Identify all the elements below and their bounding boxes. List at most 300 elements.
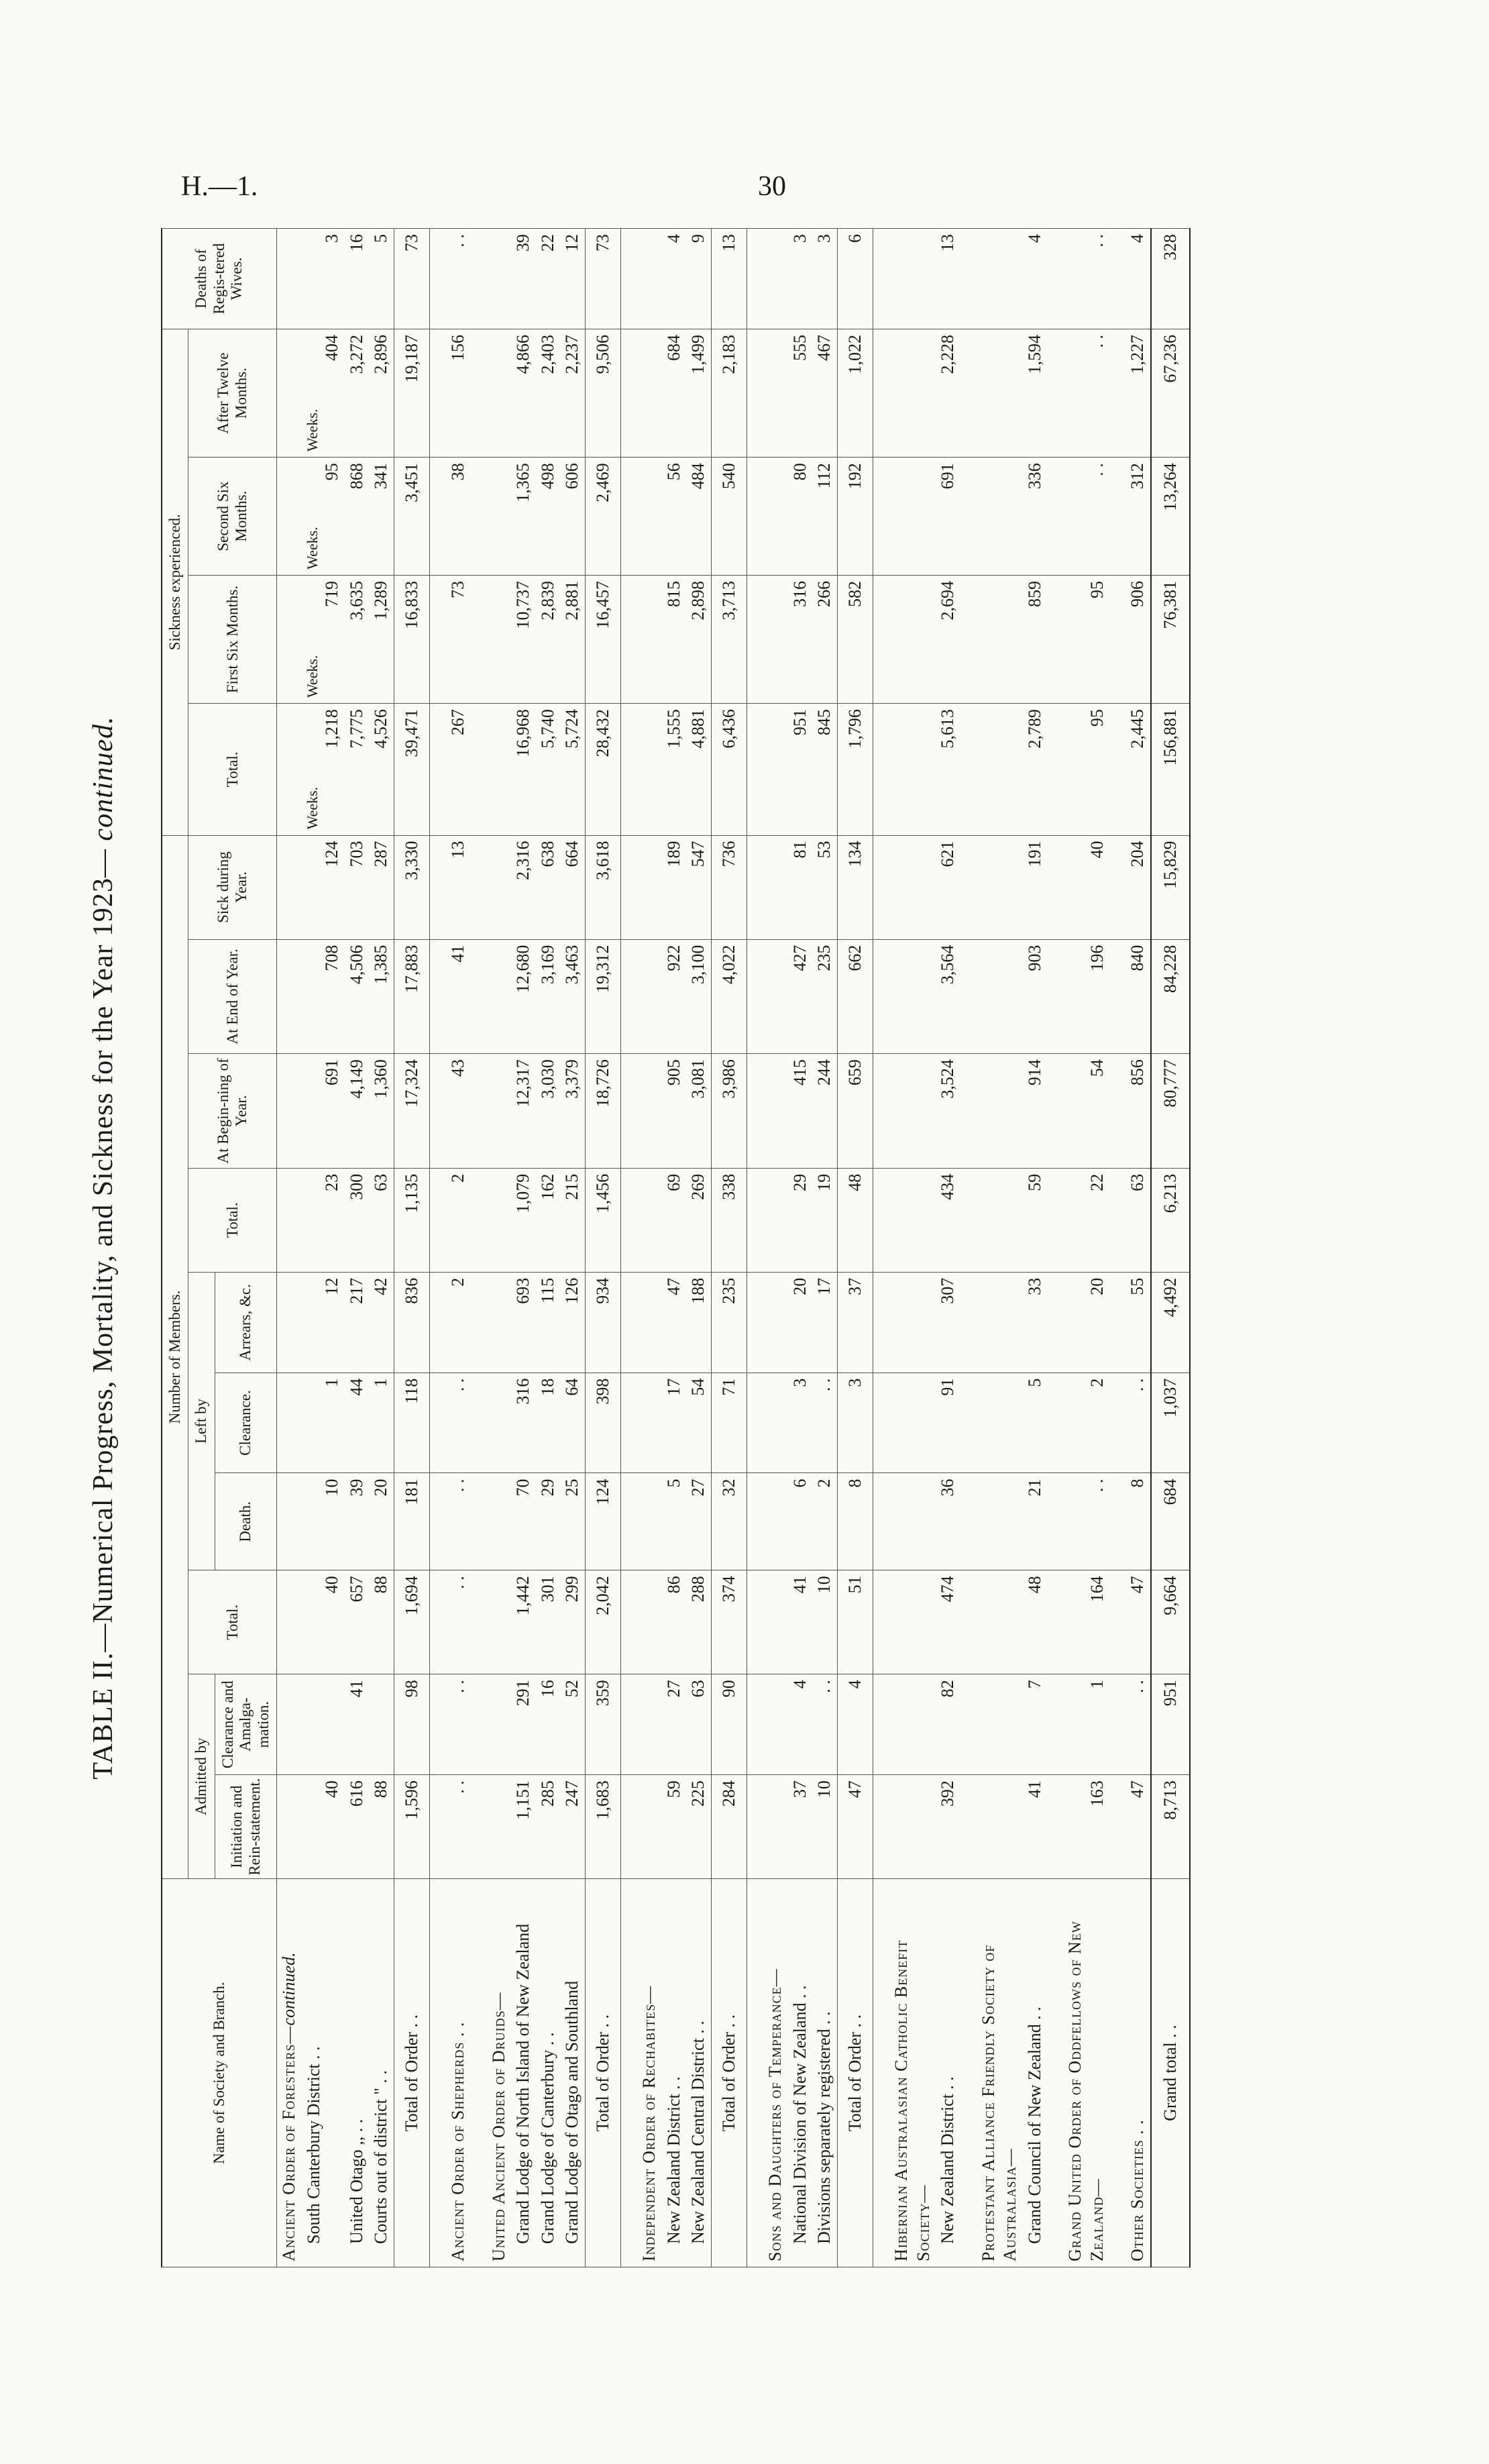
cell-value: 1,218 — [322, 709, 342, 749]
data-cell — [763, 704, 788, 835]
data-cell — [1063, 229, 1109, 329]
spacer-cell — [960, 1674, 977, 1775]
data-cell — [936, 939, 960, 1054]
data-cell — [302, 1054, 345, 1169]
spacer-cell — [960, 575, 977, 703]
spacer-cell — [960, 704, 977, 835]
cell-value: 18 — [537, 1378, 557, 1396]
data-cell — [585, 458, 621, 576]
weeks-label: Weeks. — [303, 786, 321, 830]
cell-value: 1,596 — [401, 1780, 421, 1820]
data-cell — [511, 458, 536, 576]
table-row — [788, 229, 813, 2267]
spacer-cell — [471, 229, 487, 329]
data-cell — [1063, 1775, 1109, 1879]
data-cell — [637, 1054, 662, 1169]
grand-total-row — [1151, 229, 1191, 2267]
data-cell — [1151, 1272, 1191, 1373]
data-cell — [369, 1674, 394, 1775]
data-cell — [277, 329, 302, 457]
cell-value: 2,881 — [562, 580, 582, 621]
header-beginning: At Begin-ning of Year. — [188, 1054, 277, 1169]
spacer-cell — [1047, 1168, 1063, 1272]
cell-value: 3,379 — [562, 1059, 582, 1099]
cell-value: 903 — [1024, 945, 1044, 971]
data-cell — [812, 704, 837, 835]
spacer-cell — [1047, 1054, 1063, 1169]
cell-value: 8 — [844, 1479, 865, 1488]
data-cell — [662, 1168, 687, 1272]
branch-name: New Zealand District . . — [938, 2076, 958, 2244]
spacer-cell — [1047, 1272, 1063, 1373]
cell-value: 3,272 — [346, 334, 366, 374]
cell-value: 88 — [371, 1576, 391, 1594]
spacer-cell — [747, 1570, 764, 1674]
data-cell — [1023, 1168, 1048, 1272]
cell-value: 44 — [346, 1378, 366, 1396]
data-cell — [686, 1674, 711, 1775]
cell-value: 16,968 — [513, 709, 533, 757]
spacer-row — [621, 229, 638, 2267]
cell-value: 859 — [1024, 580, 1044, 607]
data-cell — [446, 1570, 471, 1674]
cell-value: 845 — [814, 709, 834, 736]
data-cell — [511, 1054, 536, 1169]
table-row — [302, 229, 345, 2267]
data-cell — [977, 1054, 1023, 1169]
spacer-cell — [621, 939, 638, 1054]
total-label: Total of Order . . — [718, 2014, 738, 2132]
data-cell — [837, 1674, 873, 1775]
cell-value: 299 — [562, 1576, 582, 1603]
data-cell — [1023, 939, 1048, 1054]
data-cell — [302, 1775, 345, 1879]
row-name-cell — [560, 1879, 585, 2267]
cell-value: 71 — [718, 1378, 738, 1396]
spacer-cell — [1109, 1373, 1125, 1473]
data-cell — [812, 1775, 837, 1879]
data-cell — [711, 229, 747, 329]
data-cell — [788, 1272, 813, 1373]
data-cell — [788, 1570, 813, 1674]
data-cell — [1023, 458, 1048, 576]
table-row — [662, 229, 687, 2267]
cell-value: 81 — [789, 841, 810, 859]
spacer-cell — [747, 1168, 764, 1272]
cell-value: 47 — [663, 1277, 683, 1295]
data-cell — [936, 1054, 960, 1169]
data-cell — [446, 1054, 471, 1169]
group-name: United Ancient Order of Druids— — [488, 1992, 508, 2261]
spacer-cell — [430, 329, 447, 457]
branch-name: Grand Lodge of North Island of New Zealand — [513, 1923, 533, 2244]
spacer-cell — [960, 329, 977, 457]
data-cell — [837, 1775, 873, 1879]
cell-value: 13 — [938, 234, 958, 252]
cell-value: 48 — [1024, 1576, 1044, 1594]
header-sickness-experienced: Sickness experienced. — [162, 329, 188, 835]
data-cell — [1023, 1054, 1048, 1169]
data-cell — [345, 1473, 370, 1570]
data-cell — [711, 1272, 747, 1373]
data-cell — [1023, 575, 1048, 703]
data-cell — [560, 1054, 585, 1169]
data-cell — [302, 704, 345, 835]
cell-value: 2 — [448, 1173, 468, 1183]
spacer-cell — [471, 939, 487, 1054]
data-cell — [585, 939, 621, 1054]
spacer-cell — [430, 1570, 447, 1674]
spacer-cell — [747, 1272, 764, 1373]
cell-value: 29 — [537, 1479, 557, 1497]
group-name: Protestant Alliance Friendly Society of Australasia— — [978, 1944, 1020, 2261]
cell-value: 398 — [592, 1378, 612, 1405]
header-number-of-members: Number of Members. — [162, 835, 188, 1879]
data-cell — [1125, 939, 1151, 1054]
data-cell — [812, 939, 837, 1054]
data-cell — [1151, 575, 1191, 703]
data-cell — [536, 1473, 561, 1570]
cell-value: 54 — [688, 1378, 708, 1396]
group-row — [637, 229, 662, 2267]
cell-value: 59 — [663, 1780, 683, 1799]
spacer-cell — [873, 329, 890, 457]
data-cell — [277, 835, 302, 939]
data-cell — [812, 1272, 837, 1373]
cell-value: 19 — [814, 1173, 834, 1191]
data-cell — [487, 329, 512, 457]
data-cell — [302, 1473, 345, 1570]
spacer-cell — [960, 1879, 977, 2267]
cell-value: 664 — [562, 841, 582, 867]
data-cell — [788, 1373, 813, 1473]
cell-value: 474 — [938, 1576, 958, 1603]
data-cell — [637, 1570, 662, 1674]
data-cell — [788, 1674, 813, 1775]
cell-value: 6 — [789, 1479, 810, 1488]
cell-value: 196 — [1087, 945, 1107, 971]
spacer-cell — [873, 1879, 890, 2267]
cell-value: 427 — [789, 945, 810, 971]
cell-value: 328 — [1160, 234, 1180, 260]
cell-value: 3,618 — [592, 841, 612, 881]
row-name-cell — [686, 1879, 711, 2267]
spacer-cell — [873, 1054, 890, 1169]
data-cell — [936, 835, 960, 939]
data-cell — [394, 939, 430, 1054]
cell-value: 316 — [513, 1378, 533, 1405]
data-cell — [277, 458, 302, 576]
cell-value: 225 — [688, 1780, 708, 1807]
data-cell — [536, 1272, 561, 1373]
spacer-cell — [747, 704, 764, 835]
spacer-cell — [471, 1272, 487, 1373]
cell-value: 13,264 — [1160, 463, 1180, 511]
data-cell — [1151, 1674, 1191, 1775]
data-cell — [536, 1168, 561, 1272]
data-cell — [487, 1373, 512, 1473]
data-cell — [302, 1168, 345, 1272]
cell-value: 3 — [322, 234, 342, 243]
cell-value: 374 — [718, 1576, 738, 1603]
data-cell — [536, 835, 561, 939]
header-sick-total: Total. — [188, 704, 277, 835]
cell-value: 1 — [322, 1378, 342, 1387]
data-cell — [369, 704, 394, 835]
cell-value: 22 — [1087, 1173, 1107, 1191]
data-cell — [446, 1373, 471, 1473]
spacer-cell — [471, 458, 487, 576]
cell-value: 12,680 — [513, 945, 533, 994]
data-cell — [686, 329, 711, 457]
data-cell — [277, 1272, 302, 1373]
data-cell — [711, 835, 747, 939]
data-cell — [1151, 458, 1191, 576]
spacer-row — [471, 229, 487, 2267]
data-cell — [369, 1373, 394, 1473]
spacer-cell — [471, 1373, 487, 1473]
data-cell — [686, 1473, 711, 1570]
data-cell — [585, 229, 621, 329]
cell-value: 1,442 — [513, 1576, 533, 1615]
spacer-row — [430, 229, 447, 2267]
cell-value: 29 — [789, 1173, 810, 1191]
data-cell — [302, 229, 345, 329]
spacer-cell — [960, 1473, 977, 1570]
data-cell — [637, 1674, 662, 1775]
data-cell — [662, 329, 687, 457]
cell-value: 80,777 — [1160, 1059, 1180, 1108]
data-cell — [637, 1473, 662, 1570]
data-cell — [788, 835, 813, 939]
row-name-cell — [1023, 1879, 1048, 2267]
data-cell — [585, 1373, 621, 1473]
data-cell — [1023, 704, 1048, 835]
data-cell — [686, 458, 711, 576]
cell-value: 47 — [1127, 1576, 1148, 1594]
cell-value: 3 — [789, 1378, 810, 1387]
header-sick: Sick during Year. — [188, 835, 277, 939]
cell-value: 693 — [513, 1277, 533, 1304]
cell-value: 69 — [663, 1173, 683, 1191]
cell-value: 40 — [322, 1780, 342, 1799]
data-cell — [1151, 1373, 1191, 1473]
data-cell — [711, 458, 747, 576]
cell-value: 3,463 — [562, 945, 582, 985]
data-cell — [394, 229, 430, 329]
row-name-cell — [1125, 1879, 1151, 2267]
spacer-cell — [471, 1674, 487, 1775]
cell-value: 126 — [562, 1277, 582, 1304]
group-row — [977, 229, 1023, 2267]
cell-value: 5 — [1024, 1378, 1044, 1387]
data-cell — [662, 1373, 687, 1473]
cell-value: 3 — [844, 1378, 865, 1387]
data-cell — [511, 1272, 536, 1373]
cell-value: 951 — [1160, 1680, 1180, 1707]
data-cell — [1151, 1054, 1191, 1169]
data-cell — [536, 939, 561, 1054]
table-row — [686, 229, 711, 2267]
spacer-cell — [1109, 1168, 1125, 1272]
data-cell — [1151, 1168, 1191, 1272]
spacer-cell — [471, 1473, 487, 1570]
data-cell — [889, 1168, 936, 1272]
group-row — [889, 229, 936, 2267]
data-cell — [345, 1054, 370, 1169]
group-name: Independent Order of Rechabites— — [639, 1985, 659, 2261]
data-cell — [511, 835, 536, 939]
data-cell — [837, 575, 873, 703]
cell-value: 736 — [718, 841, 738, 867]
spacer-cell — [1109, 1570, 1125, 1674]
cell-value: 856 — [1127, 1059, 1148, 1086]
cell-value: 555 — [789, 334, 810, 361]
spacer-cell — [621, 1473, 638, 1570]
spacer-cell — [471, 1775, 487, 1879]
report-reference: H.—1. — [181, 171, 258, 202]
cell-value: 76,381 — [1160, 580, 1180, 629]
spacer-cell — [1109, 1674, 1125, 1775]
spacer-cell — [747, 1879, 764, 2267]
data-cell — [446, 229, 471, 329]
cell-value: 134 — [844, 841, 865, 867]
spacer-cell — [873, 575, 890, 703]
total-row — [585, 229, 621, 2267]
table-row — [560, 229, 585, 2267]
cell-value: 22 — [537, 234, 557, 252]
data-cell — [763, 1775, 788, 1879]
data-cell — [394, 1570, 430, 1674]
cell-value: 54 — [1087, 1059, 1107, 1077]
cell-value: 84,228 — [1160, 945, 1180, 994]
branch-name: Courts out of district " . . — [371, 2070, 391, 2244]
data-cell — [585, 329, 621, 457]
header-left-total: Total. — [188, 1168, 277, 1272]
cell-value: 13 — [448, 841, 468, 859]
cell-value: 20 — [1087, 1277, 1107, 1295]
cell-value: 247 — [562, 1780, 582, 1807]
data-cell — [936, 1373, 960, 1473]
spacer-cell — [471, 329, 487, 457]
spacer-cell — [1047, 1473, 1063, 1570]
spacer-cell — [747, 575, 764, 703]
spacer-cell — [1047, 458, 1063, 576]
data-cell — [637, 1775, 662, 1879]
cell-value: 188 — [688, 1277, 708, 1304]
spacer-cell — [747, 1473, 764, 1570]
data-cell — [686, 835, 711, 939]
table-row — [369, 229, 394, 2267]
cell-value: 4 — [844, 1680, 865, 1689]
spacer-cell — [960, 1570, 977, 1674]
data-cell — [788, 939, 813, 1054]
cell-value: 657 — [346, 1576, 366, 1603]
spacer-cell — [747, 458, 764, 576]
cell-value: 124 — [322, 841, 342, 867]
data-cell — [1063, 329, 1109, 457]
cell-value: 4,881 — [688, 709, 708, 749]
data-cell — [560, 1473, 585, 1570]
row-name-cell — [662, 1879, 687, 2267]
data-cell — [1125, 1272, 1151, 1373]
spacer-cell — [430, 939, 447, 1054]
cell-value: 48 — [844, 1173, 865, 1191]
weeks-label: Weeks. — [303, 409, 321, 452]
data-cell — [536, 1674, 561, 1775]
cell-value: 5,613 — [938, 709, 958, 749]
data-cell — [345, 939, 370, 1054]
rotated-table-block — [87, 228, 1429, 2267]
data-cell — [1125, 1373, 1151, 1473]
cell-value: 192 — [844, 463, 865, 490]
row-name-cell — [487, 1879, 512, 2267]
row-name-cell — [637, 1879, 662, 2267]
cell-value: . . — [448, 1479, 468, 1492]
data-cell — [369, 835, 394, 939]
data-cell — [585, 835, 621, 939]
cell-value: 2,445 — [1127, 709, 1148, 749]
data-cell — [711, 1054, 747, 1169]
data-cell — [788, 458, 813, 576]
cell-value: 1,694 — [401, 1576, 421, 1615]
spacer-cell — [621, 1373, 638, 1473]
data-cell — [1125, 704, 1151, 835]
cell-value: 404 — [322, 334, 342, 361]
data-cell — [837, 835, 873, 939]
data-cell — [1023, 1272, 1048, 1373]
data-cell — [711, 1775, 747, 1879]
cell-value: 38 — [448, 463, 468, 481]
data-cell — [345, 229, 370, 329]
data-cell — [560, 1775, 585, 1879]
cell-value: 1,079 — [513, 1173, 533, 1214]
spacer-cell — [960, 458, 977, 576]
cell-value: 3,524 — [938, 1059, 958, 1099]
cell-value: 934 — [592, 1277, 612, 1304]
data-cell — [1063, 704, 1109, 835]
data-cell — [536, 229, 561, 329]
spacer-cell — [1109, 835, 1125, 939]
cell-value: 163 — [1087, 1780, 1107, 1807]
data-cell — [536, 1054, 561, 1169]
spacer-cell — [960, 1373, 977, 1473]
spacer-cell — [960, 939, 977, 1054]
cell-value: 3,713 — [718, 580, 738, 621]
cell-value: 691 — [322, 1059, 342, 1086]
cell-value: 359 — [592, 1680, 612, 1707]
cell-value: 70 — [513, 1479, 533, 1497]
data-cell — [711, 1674, 747, 1775]
cell-value: 23 — [322, 1173, 342, 1191]
data-cell — [345, 1674, 370, 1775]
data-cell — [277, 1570, 302, 1674]
cell-value: 20 — [789, 1277, 810, 1295]
spacer-cell — [430, 1373, 447, 1473]
total-label: Total of Order . . — [844, 2014, 865, 2132]
data-cell — [1125, 1570, 1151, 1674]
data-cell — [763, 458, 788, 576]
data-cell — [277, 575, 302, 703]
spacer-cell — [430, 575, 447, 703]
cell-value: 8,713 — [1160, 1780, 1180, 1820]
data-cell — [763, 1168, 788, 1272]
data-cell — [837, 1054, 873, 1169]
spacer-cell — [471, 1054, 487, 1169]
data-cell — [662, 458, 687, 576]
spacer-cell — [1047, 1570, 1063, 1674]
group-row — [277, 229, 302, 2267]
